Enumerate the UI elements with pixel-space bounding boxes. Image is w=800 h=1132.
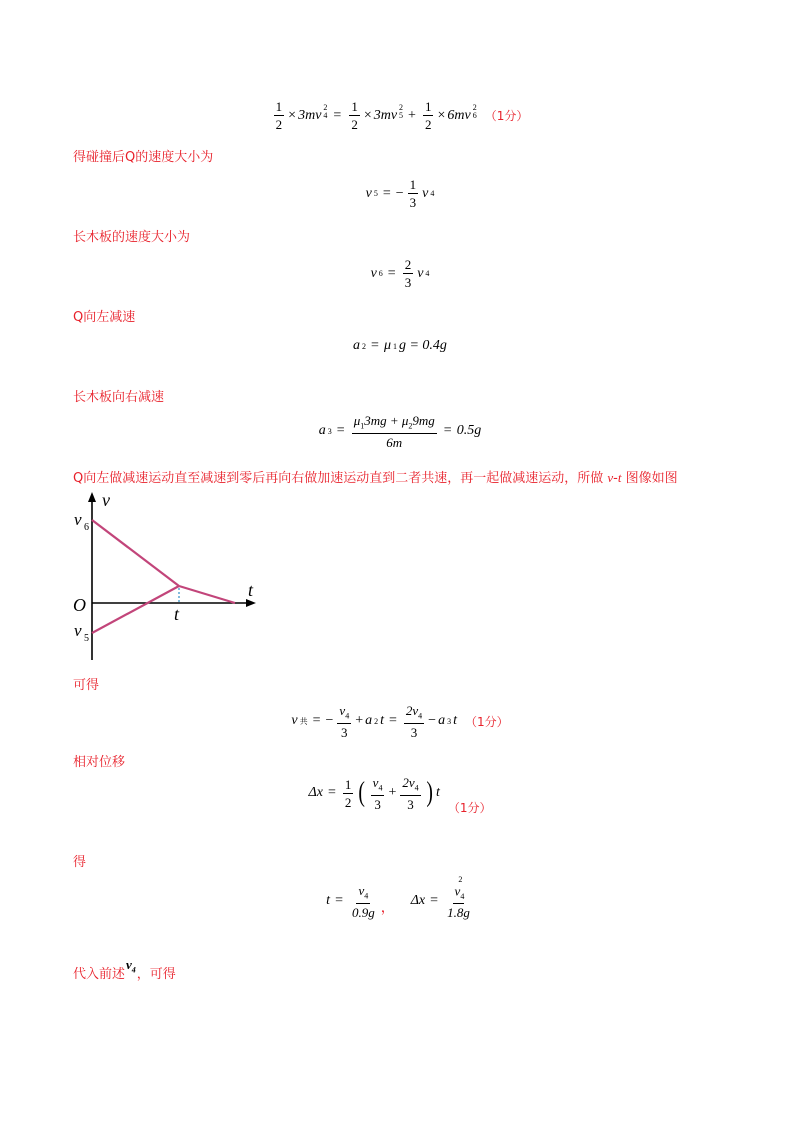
q-velocity-line	[92, 586, 179, 633]
equation-common-velocity: v 共 = − $\frac{v_4}{3}$ + a 2 t = $\frac{2v_4}{3}$ − a 3 t （1分）	[291, 703, 509, 740]
text-q-decel: Q向左减速	[73, 310, 136, 325]
v-axis-arrow	[88, 492, 96, 502]
text-relative-displacement: 相对位移	[73, 755, 126, 770]
equation-t-and-delta-x: t = $\frac{v_4}{0.9g}$ ， Δx = $\frac{v_4^2}{1.8g}$	[326, 875, 470, 920]
text-obtain: 得	[73, 855, 87, 870]
equation-a3: a 3 = $\frac{\mu_13mg + \mu_29mg}{6m}$ = 0.5g	[318, 413, 482, 450]
v-t-graph	[70, 490, 270, 665]
t-axis-arrow	[246, 599, 256, 607]
text-substitute: 代入前述$v_4$，可得	[73, 957, 176, 982]
equation-v6: v 6 = $\frac{2}{3}$ v 4	[370, 257, 430, 290]
board-velocity-line	[92, 520, 179, 586]
v5-label: v	[74, 621, 82, 640]
origin-label: O	[73, 595, 86, 615]
combined-velocity-line	[179, 586, 235, 603]
v6-label: v	[74, 510, 82, 529]
equation-a2: a 2 = μ 1 g = 0.4g	[353, 338, 447, 353]
axis-v-label: v	[102, 490, 110, 510]
text-we-get: 可得	[73, 678, 100, 693]
text-motion-description: Q向左做减速运动直至减速到零后再向右做加速运动直到二者共速，再一起做减速运动，所做 v-t 图像如图	[73, 470, 678, 486]
equation-delta-x: Δx = $\frac{1}{2}$ ( $\frac{v_4}{3}$ + $\frac{2v_4}{3}$ ) t （1分）	[308, 775, 492, 815]
v5-sub: 5	[84, 633, 89, 644]
t-mark-label: t	[174, 604, 180, 624]
text-board-speed: 长木板的速度大小为	[73, 230, 191, 245]
text-board-decel: 长木板向右减速	[73, 390, 165, 405]
v6-sub: 6	[84, 522, 89, 533]
equation-v5: v 5 = − $\frac{1}{3}$ v 4	[365, 177, 435, 210]
axis-t-label: t	[248, 580, 254, 600]
equation-energy: $\frac{1}{2}$ × 3mv 4 $^2$ = $\frac{1}{2}$ × 3mv 5 $^2$ + $\frac{1}{2}$ × 6mv 6 $^2$ （1分）	[275, 99, 529, 132]
inline-v4: $v_4$	[126, 957, 136, 975]
text-q-speed-after: 得碰撞后Q的速度大小为	[73, 150, 214, 165]
